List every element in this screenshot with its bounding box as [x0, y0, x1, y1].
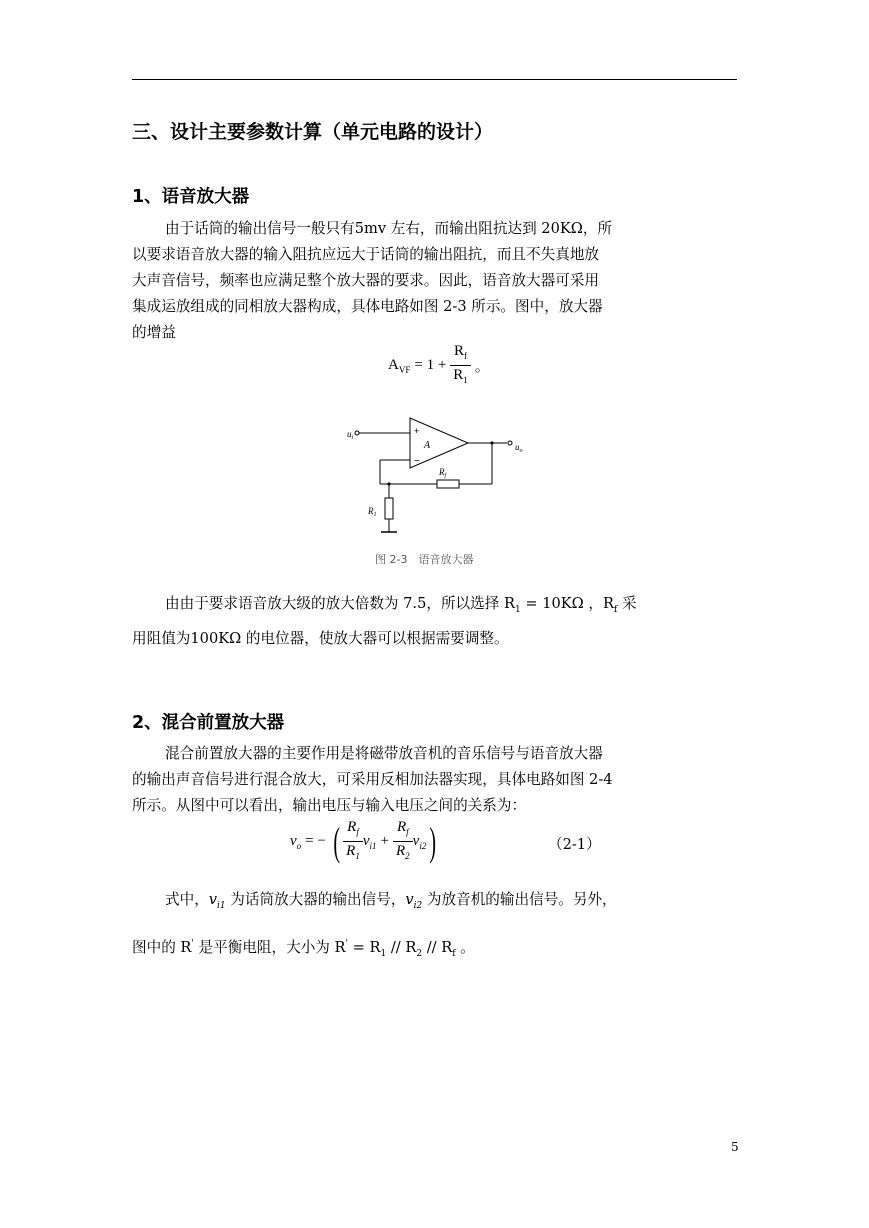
label-minus: − [414, 456, 420, 467]
s1-para1-line5: 的增益 [132, 324, 176, 341]
heading-mixing-preamp: 2、混合前置放大器 [132, 713, 285, 733]
equation-number: （2-1） [548, 836, 601, 853]
gain-formula [388, 342, 490, 389]
s1-para1-line3: 大声音信号，频率也应满足整个放大器的要求。因此，语音放大器可采用 [132, 272, 600, 289]
formula-fraction: $\frac{R_f}{R_1}$ [450, 342, 471, 389]
term1-fraction: $\frac{R_f}{R_1}$ [343, 818, 363, 865]
label-rf: $R_f$ [439, 467, 447, 479]
s1-para1-line4: 集成运放组成的同相放大器构成，具体电路如图 2-3 所示。图中，放大器 [132, 298, 603, 315]
equation-2-1: $v_o$ = − ( $\frac{R_f}{R_1}$ $v_{i1}$ + $\frac{R_f}{R_2}$ $v_{i2}$ ) [290, 818, 437, 864]
section-title: 三、设计主要参数计算（单元电路的设计） [132, 121, 494, 143]
s1-para1-line2: 以要求语音放大器的输入阻抗应远大于话筒的输出阻抗，而且不失真地放 [132, 246, 600, 263]
term2-fraction: $\frac{R_f}{R_2}$ [393, 818, 413, 865]
s2-para1-line1: 混合前置放大器的主要作用是将磁带放音机的音乐信号与语音放大器 [165, 745, 603, 762]
label-uo: $u_o$ [515, 442, 523, 454]
s2-para1-line3: 所示。从图中可以看出，输出电压与输入电压之间的关系为： [132, 797, 527, 814]
heading-voice-amplifier: 1、语音放大器 [132, 187, 250, 207]
page-number: 5 [731, 1140, 739, 1154]
s1-para2-line2: 用阻值为100KΩ 的电位器，使放大器可以根据需要调整。 [132, 630, 509, 647]
formula-end: 。 [474, 359, 490, 375]
formula-lhs: $A_{VF}$ [388, 356, 411, 375]
circuit-diagram-voice-amplifier [340, 410, 540, 550]
s2-para2-line1: 式中，$v_{i1}$ 为话筒放大器的输出信号，$v_{i2}$ 为放音机的输出信号。另外， [165, 891, 617, 911]
formula-eq: = 1 + [414, 357, 447, 373]
label-ui: $u_i$ [347, 429, 354, 441]
figure-caption: 图 2-3 语音放大器 [375, 553, 474, 566]
s1-para1-line1: 由于话筒的输出信号一般只有5mv 左右，而输出阻抗达到 20KΩ，所 [165, 220, 613, 237]
label-r1: $R_1$ [368, 506, 377, 518]
header-rule [132, 79, 737, 80]
s2-para3-line1: 图中的 R' 是平衡电阻，大小为 $R' = R_1 // R_2 // R_f$ 。 [132, 938, 475, 959]
s1-para2-line1: 由由于要求语音放大级的放大倍数为 7.5，所以选择 $R_1 = 10K\Omega$ ，$R_f$ 采 [165, 595, 637, 615]
label-plus: + [414, 426, 420, 436]
label-amp: A [424, 440, 431, 451]
s2-para1-line2: 的输出声音信号进行混合放大，可采用反相加法器实现，具体电路如图 2-4 [132, 771, 613, 788]
